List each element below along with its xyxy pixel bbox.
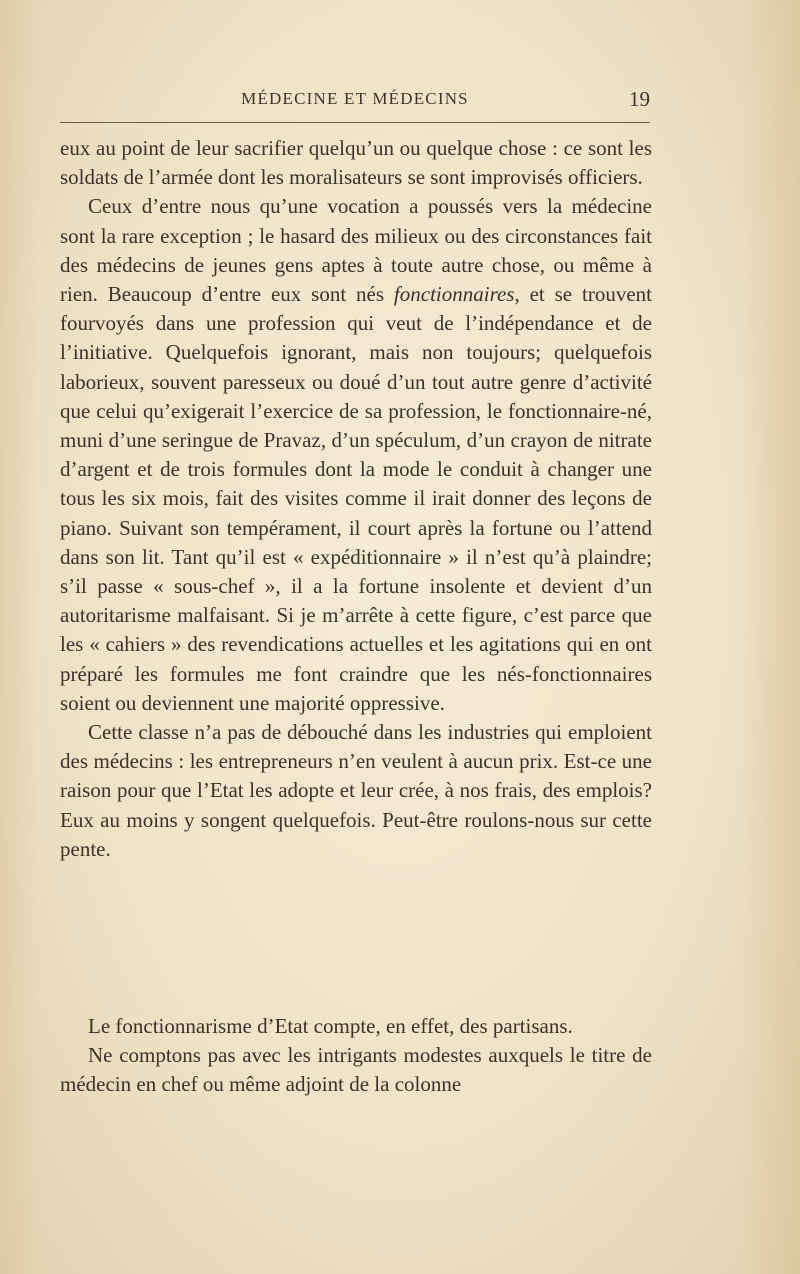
page-edge-shadow-left (0, 0, 40, 1274)
paragraph-vocation-text-start: Ceux d’entre nous qu’une vocation a poussés vers la médecine sont la rare exception ; le hasard des milieux ou des circonstances fait des médecins de jeunes gens aptes à toute autre chose, ou même à rien. Beaucoup d’entre eux sont nés (60, 194, 652, 307)
emphasis-fonctionnaires: fonctionnaires (393, 282, 515, 307)
running-head (60, 86, 650, 112)
running-title: MÉDECINE ET MÉDECINS (241, 89, 469, 108)
paragraph-fonctionnarisme: Le fonctionnarisme d’Etat compte, en effet, des partisans. (88, 1014, 573, 1038)
paragraph-intrigants: Ne comptons pas avec les intrigants modestes auxquels le titre de médecin en chef ou même adjoint de la colonne (60, 1043, 652, 1097)
paragraph-continuation: eux au point de leur sacrifier quelqu’un ou quelque chose : ce sont les soldats de l’armée dont les moralisateurs se sont improvisés officiers. (60, 136, 652, 190)
page-edge-shadow-right (740, 0, 800, 1274)
page-number: 19 (629, 87, 650, 111)
main-text (60, 134, 652, 864)
paragraph-vocation-text-end: , et se trouvent fourvoyés dans une profession qui veut de l’indépendance et de l’initiative. Quelquefois ignorant, mais non toujours; quelquefois laborieux, souvent paresseux ou doué d’un tout autre genre d’activité que celui qu’exigerait l’exercice de sa profession, le fonctionnaire-né, muni d’une seringue de Pravaz, d’un spéculum, d’un crayon de nitrate d’argent et de trois formules dont la mode le conduit à changer une tous les six mois, fait des visites comme il irait donner des leçons de piano. Suivant son tempérament, il court après la fortune ou l’attend dans son lit. Tant qu’il est « expéditionnaire » il n’est qu’à plaindre; s’il passe « sous-chef », il a la fortune insolente et devient d’un autoritarisme malfaisant. Si je m’arrête à cette figure, c’est parce que les « cahiers » des revendications actuelles et les agitations qui en ont préparé les formules me font craindre que les nés-fonctionnaires soient ou deviennent une majorité oppressive. (60, 282, 652, 715)
header-rule (60, 122, 650, 123)
paragraph-classe: Cette classe n’a pas de débouché dans les industries qui emploient des médecins : les entrepreneurs n’en veulent à aucun prix. Est-ce une raison pour que l’Etat les adopte et leur crée, à nos frais, des emplois? Eux au moins y songent quelquefois. Peut-être roulons-nous sur cette pente. (60, 720, 652, 861)
section-text (60, 1012, 652, 1100)
paragraph-vocation (60, 192, 652, 718)
